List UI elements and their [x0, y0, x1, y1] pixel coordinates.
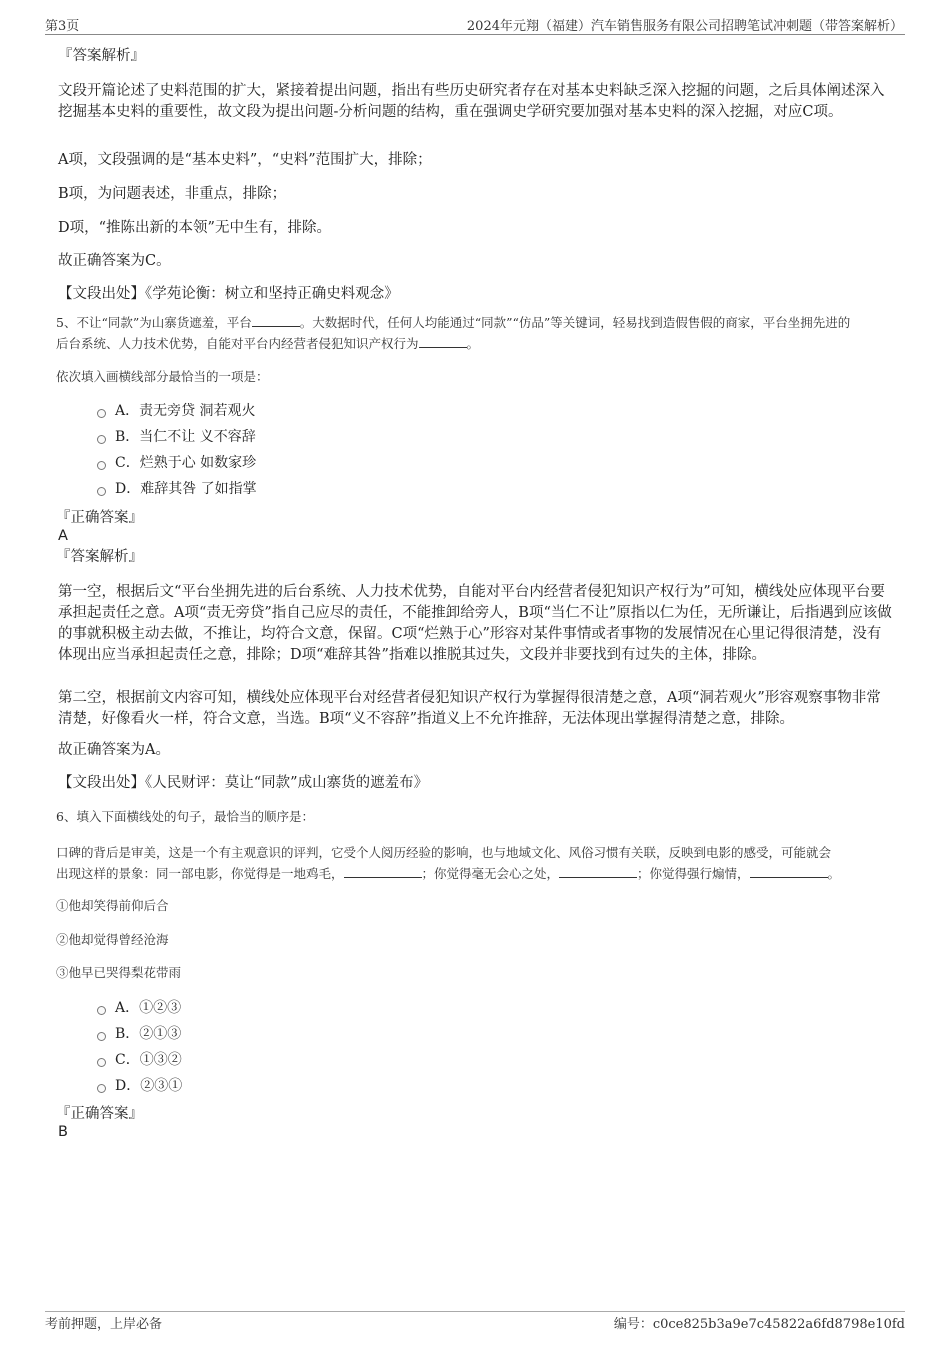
q4-line-a: A项，文段强调的是“基本史料”，“史料”范围扩大，排除；	[58, 152, 432, 168]
page-number: 第3页	[45, 19, 80, 34]
radio-icon[interactable]	[97, 435, 106, 444]
q6-stem: 6、填入下面横线处的句子，最恰当的顺序是：	[56, 809, 314, 824]
q4-line-b: B项，为问题表述，非重点，排除；	[58, 186, 287, 202]
q6-option-c-label: C．①③②	[115, 1052, 182, 1068]
q6-blank-1	[344, 865, 422, 878]
radio-icon[interactable]	[97, 487, 106, 496]
q6-blank-2	[559, 865, 637, 878]
footer-slogan: 考前押题，上岸必备	[45, 1317, 163, 1332]
q6-passage-part3: ；你觉得强行煽情，	[637, 866, 750, 881]
q5-option-c[interactable]	[97, 453, 256, 473]
q5-conclusion: 故正确答案为A。	[58, 742, 170, 758]
q5-stem	[56, 312, 906, 354]
q5-correct-label: 『正确答案』	[56, 510, 143, 526]
q5-stem-part1: 5、不让“同款”为山寨货遮羞，平台	[56, 315, 252, 330]
q5-option-b[interactable]	[97, 427, 256, 447]
q5-analysis-paragraph-1: 第一空，根据后文“平台坐拥先进的后台系统、人力技术优势，自能对平台内经营者侵犯知识产权行为”可知，横线处应体现平台要承担起责任之意。A项“责无旁贷”指自己应尽的责任，不能推卸给旁人，B项“当仁不让”原指以仁为任，无所谦让，后指遇到应该做的事就积极主动去做，不推让，均符合文意，保留。C项“烂熟于心”形容对某件事情或者事物的发展情况在心里记得很清楚，没有体现出应当承担起责任之意，排除；D项“难辞其咎”指难以推脱其过失，文段并非要找到有过失的主体，排除。	[58, 584, 892, 663]
q6-item-2: ②他却觉得曾经沧海	[56, 932, 169, 947]
q5-correct-answer: A	[58, 528, 68, 544]
q5-analysis-paragraph-2: 第二空，根据前文内容可知，横线处应体现平台对经营者侵犯知识产权行为掌握得很清楚之意，A项“洞若观火”形容观察事物非常清楚，好像看火一样，符合文意，当选。B项“义不容辞”指道义上不允许推辞，无法体现出掌握得清楚之意，排除。	[58, 690, 881, 727]
footer-divider	[45, 1311, 905, 1312]
q4-line-d: D项，“推陈出新的本领”无中生有，排除。	[58, 220, 331, 236]
q4-analysis-label: 『答案解析』	[58, 48, 145, 64]
footer-document-id: 编号：c0ce825b3a9e7c45822a6fd8798e10fd	[613, 1317, 905, 1332]
q5-source: 【文段出处】《人民财评：莫让“同款”成山寨货的遮羞布》	[58, 775, 429, 791]
radio-icon[interactable]	[97, 461, 106, 470]
radio-icon[interactable]	[97, 1032, 106, 1041]
q6-option-d-label: D．②③①	[115, 1078, 183, 1094]
q5-option-d[interactable]	[97, 479, 257, 499]
q5-stem-part4: 。	[466, 336, 480, 351]
q5-option-a[interactable]	[97, 401, 256, 421]
q5-stem-part3: 后台系统、人力技术优势，自能对平台内经营者侵犯知识产权行为	[56, 336, 419, 351]
q6-blank-3	[750, 865, 828, 878]
document-title: 2024年元翔（福建）汽车销售服务有限公司招聘笔试冲刺题（带答案解析）	[466, 19, 903, 34]
q6-correct-label: 『正确答案』	[56, 1106, 143, 1122]
q6-correct-answer: B	[58, 1124, 68, 1140]
q6-option-d[interactable]	[97, 1076, 182, 1096]
header-divider	[45, 34, 905, 35]
q5-stem-part2: 。大数据时代，任何人均能通过“同款”“仿品”等关键词，轻易找到造假售假的商家，平台坐拥先进的	[299, 315, 851, 330]
q5-option-b-label: B．当仁不让 义不容辞	[115, 429, 256, 445]
q6-option-c[interactable]	[97, 1050, 182, 1070]
q6-item-3: ③他早已哭得梨花带雨	[56, 965, 182, 980]
q5-option-d-label: D．难辞其咎 了如指掌	[115, 481, 257, 497]
q4-source: 【文段出处】《学苑论衡：树立和坚持正确史料观念》	[58, 286, 399, 302]
q5-option-a-label: A．责无旁贷 洞若观火	[115, 403, 256, 419]
q5-blank-1	[252, 314, 300, 327]
radio-icon[interactable]	[97, 1084, 106, 1093]
q6-passage	[56, 842, 906, 884]
q6-option-b[interactable]	[97, 1024, 181, 1044]
q6-passage-line1: 口碑的背后是审美，这是一个有主观意识的评判，它受个人阅历经验的影响，也与地域文化、风俗习惯有关联，反映到电影的感受，可能就会	[56, 845, 832, 860]
q6-option-b-label: B．②①③	[115, 1026, 182, 1042]
q5-analysis-label: 『答案解析』	[56, 549, 143, 565]
q4-analysis-paragraph: 文段开篇论述了史料范围的扩大，紧接着提出问题，指出有些历史研究者存在对基本史料缺乏深入挖掘的问题，之后具体阐述深入挖掘基本史料的重要性，故文段为提出问题-分析问题的结构，重在强调史学研究要加强对基本史料的深入挖掘，对应C项。	[58, 83, 885, 120]
radio-icon[interactable]	[97, 409, 106, 418]
q6-passage-part2: ；你觉得毫无会心之处，	[421, 866, 560, 881]
q6-option-a-label: A．①②③	[115, 1000, 182, 1016]
q6-passage-part4: 。	[827, 866, 841, 881]
q5-prompt: 依次填入画横线部分最恰当的一项是：	[56, 369, 269, 384]
q4-conclusion: 故正确答案为C。	[58, 253, 171, 269]
q6-item-1: ①他却笑得前仰后合	[56, 898, 169, 913]
radio-icon[interactable]	[97, 1058, 106, 1067]
q5-option-c-label: C．烂熟于心 如数家珍	[115, 455, 257, 471]
q5-blank-2	[419, 335, 467, 348]
q6-option-a[interactable]	[97, 998, 181, 1018]
q6-passage-part1: 出现这样的景象：同一部电影，你觉得是一地鸡毛，	[56, 866, 344, 881]
radio-icon[interactable]	[97, 1006, 106, 1015]
